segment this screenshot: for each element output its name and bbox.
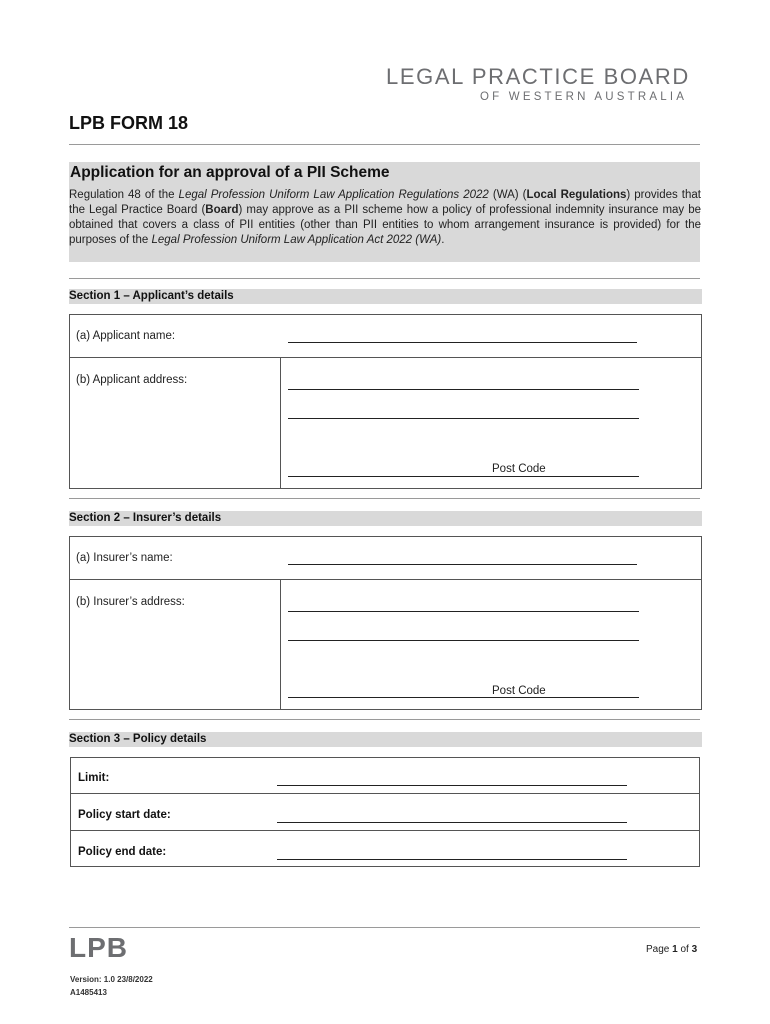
section3-row-divider-2 [70,830,700,831]
version-label: Version: 1.0 23/8/2022 [70,975,153,984]
section2-title: Section 2 – Insurer’s details [69,512,222,524]
page-number: Page 1 of 3 [646,944,698,955]
insurer-address-line-2[interactable] [288,640,639,641]
applicant-address-line-3[interactable] [288,476,639,477]
applicant-address-label: (b) Applicant address: [76,374,188,386]
insurer-address-line-3[interactable] [288,697,639,698]
document-id: A1485413 [70,988,107,997]
policy-start-date-label: Policy start date: [78,809,171,821]
application-intro: Regulation 48 of the Legal Profession Uniform Law Application Regulations 2022 (WA) (Local Regulations) provides that the Legal Practice Board (Board) may approve as a PII scheme how a policy of professional indemnity insurance may be obtained that covers a class of PII entities (other than PII entities to whom arrangement insurance is provided) for the purposes of the Legal Profession Uniform Law Application Act 2022 (WA). [69,189,702,246]
section1-divider [69,498,700,499]
applicant-name-label: (a) Applicant name: [76,330,176,342]
section3-row-divider-1 [70,793,700,794]
board-logo-subtitle: OF WESTERN AUSTRALIA [480,91,688,103]
section2-divider [69,719,700,720]
insurer-postcode-label: Post Code [492,685,546,697]
applicant-postcode-label: Post Code [492,463,546,475]
board-logo-title: LEGAL PRACTICE BOARD [386,64,690,89]
policy-end-date-field[interactable] [277,859,627,860]
insurer-name-label: (a) Insurer’s name: [76,552,173,564]
limit-label: Limit: [78,772,110,784]
section1-title: Section 1 – Applicant’s details [69,290,234,302]
form-title: LPB FORM 18 [69,113,189,133]
limit-field[interactable] [277,785,627,786]
policy-start-date-field[interactable] [277,822,627,823]
applicant-name-field[interactable] [288,342,637,343]
section1-row-divider [69,357,702,358]
insurer-name-field[interactable] [288,564,637,565]
policy-end-date-label: Policy end date: [78,846,167,858]
application-divider [69,278,700,279]
section2-column-divider [280,580,281,710]
section2-row-divider [69,579,702,580]
lpb-logo: LPB [69,932,128,963]
footer-divider [69,927,700,928]
insurer-address-line-1[interactable] [288,611,639,612]
section3-title: Section 3 – Policy details [69,733,207,745]
section1-column-divider [280,358,281,489]
insurer-address-label: (b) Insurer’s address: [76,596,185,608]
applicant-address-line-2[interactable] [288,418,639,419]
title-divider [69,144,700,145]
application-title: Application for an approval of a PII Scheme [70,164,390,181]
version-info [70,973,153,999]
applicant-address-line-1[interactable] [288,389,639,390]
